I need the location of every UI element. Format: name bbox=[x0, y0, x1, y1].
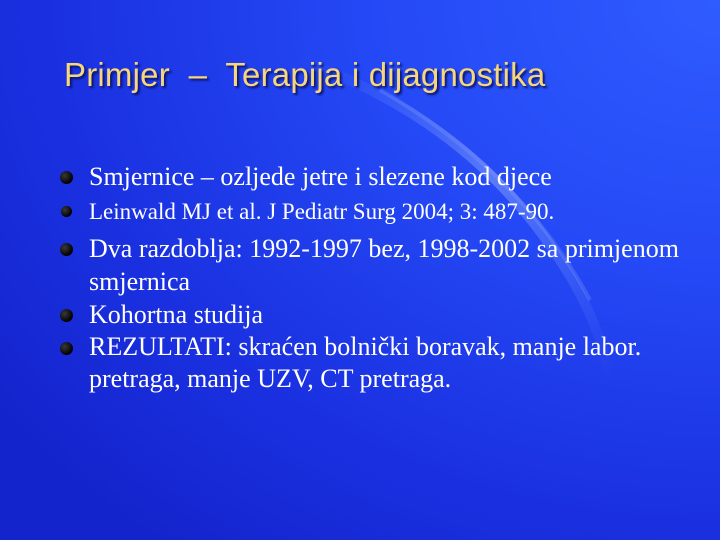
bullet-text: REZULTATI: skraćen bolnički boravak, manje labor. pretraga, manje UZV, CT pretraga. bbox=[89, 332, 642, 393]
slide-title: Primjer – Terapija i dijagnostika bbox=[64, 56, 546, 93]
list-item bbox=[60, 331, 700, 395]
bullet-text: Leinwald MJ et al. J Pediatr Surg 2004; 3: 487-90. bbox=[89, 199, 555, 224]
list-item bbox=[60, 232, 700, 298]
bullet-dot-icon bbox=[60, 171, 73, 184]
bullet-text: Dva razdoblja: 1992-1997 bez, 1998-2002 sa primjenom smjernica bbox=[89, 234, 679, 296]
list-item bbox=[60, 160, 700, 194]
list-item bbox=[60, 298, 700, 331]
bullet-list bbox=[60, 160, 700, 395]
bullet-dot-icon bbox=[60, 309, 73, 322]
bullet-text: Smjernice – ozljede jetre i slezene kod djece bbox=[89, 162, 552, 191]
bullet-text: Kohortna studija bbox=[89, 300, 264, 329]
bullet-dot-icon bbox=[60, 342, 73, 355]
bullet-dot-icon bbox=[61, 206, 72, 217]
list-item bbox=[60, 197, 700, 227]
bullet-dot-icon bbox=[60, 243, 73, 256]
